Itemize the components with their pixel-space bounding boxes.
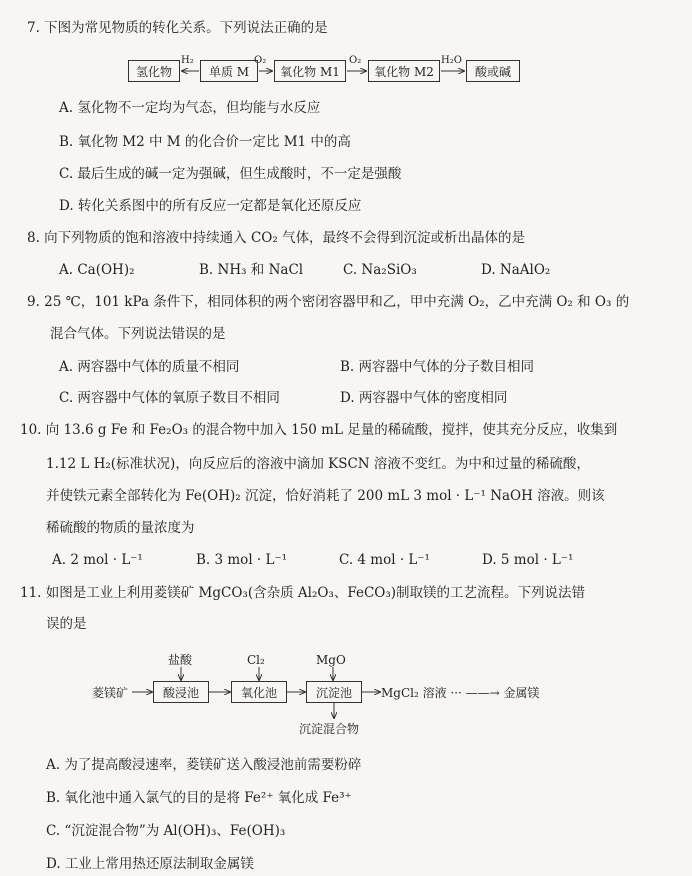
q11-stem-line1: 11. 如图是工业上利用菱镁矿 MgCO₃(含杂质 Al₂O₃、FeCO₃)制取镁的工艺流程。下列说法错	[20, 585, 586, 601]
q11-option-a: A. 为了提高酸浸速率，菱镁矿送入酸浸池前需要粉碎	[46, 757, 362, 773]
q7-arrow-label-o2-1: O₂	[254, 55, 267, 66]
q7-option-c: C. 最后生成的碱一定为强碱，但生成酸时，不一定是强酸	[59, 166, 402, 182]
q9-option-b: B. 两容器中气体的分子数目相同	[340, 359, 535, 375]
q7-box-oxide-m2: 氧化物 M2	[368, 60, 440, 82]
q11-box-precipitation: 沉淀池	[306, 681, 362, 703]
q7-arrow-label-h2: H₂	[181, 55, 194, 66]
q11-option-c: C. “沉淀混合物”为 Al(OH)₃、Fe(OH)₃	[46, 823, 286, 839]
q10-stem-line3: 并使铁元素全部转化为 Fe(OH)₂ 沉淀，恰好消耗了 200 mL 3 mol · L⁻¹ NaOH 溶液。则该	[46, 488, 605, 504]
q10-option-d: D. 5 mol · L⁻¹	[482, 552, 574, 568]
q10-option-c: C. 4 mol · L⁻¹	[339, 552, 430, 568]
q7-option-a: A. 氢化物不一定均为气态，但均能与水反应	[59, 100, 321, 116]
q8-option-c: C. Na₂SiO₃	[343, 262, 417, 278]
q10-option-a: A. 2 mol · L⁻¹	[52, 552, 143, 568]
q10-stem-line2: 1.12 L H₂(标准状况)，向反应后的溶液中滴加 KSCN 溶液不变红。为中和过量的稀硫酸，	[46, 456, 590, 472]
q7-arrow-label-h2o: H₂O	[441, 55, 462, 66]
q7-box-hydride: 氢化物	[128, 60, 180, 82]
q7-option-b: B. 氧化物 M2 中 M 的化合价一定比 M1 中的高	[59, 134, 351, 150]
q7-arrow-label-o2-2: O₂	[349, 55, 362, 66]
q11-input-hcl: 盐酸	[168, 653, 193, 667]
q11-box-acid-leach: 酸浸池	[153, 681, 209, 703]
q9-stem-line1: 9. 25 ℃，101 kPa 条件下，相同体积的两个密闭容器甲和乙，甲中充满 O₂，乙中充满 O₂ 和 O₃ 的	[27, 294, 630, 310]
q7-box-element-m: 单质 M	[200, 60, 258, 82]
q7-stem: 7. 下图为常见物质的转化关系。下列说法正确的是	[27, 20, 328, 36]
q10-option-b: B. 3 mol · L⁻¹	[196, 552, 288, 568]
q8-stem: 8. 向下列物质的饱和溶液中持续通入 CO₂ 气体，最终不会得到沉淀或析出晶体的是	[27, 230, 526, 246]
q11-option-b: B. 氧化池中通入氯气的目的是将 Fe²⁺ 氧化成 Fe³⁺	[46, 790, 352, 806]
q7-box-acid-or-base: 酸或碱	[466, 60, 520, 82]
q11-box-oxidation: 氧化池	[231, 681, 287, 703]
q11-stem-line2: 误的是	[46, 616, 87, 632]
q8-option-a: A. Ca(OH)₂	[59, 262, 135, 278]
q8-option-d: D. NaAlO₂	[481, 262, 551, 278]
q11-after-chain: MgCl₂ 溶液 ··· ——→ 金属镁	[381, 686, 540, 700]
q10-stem-line4: 稀硫酸的物质的量浓度为	[46, 520, 195, 536]
q11-option-d: D. 工业上常用热还原法制取金属镁	[46, 856, 254, 872]
q9-option-c: C. 两容器中气体的氧原子数目不相同	[59, 390, 280, 406]
q7-box-oxide-m1: 氧化物 M1	[274, 60, 346, 82]
q9-option-a: A. 两容器中气体的质量不相同	[59, 359, 240, 375]
q11-byproduct: 沉淀混合物	[299, 722, 360, 736]
q10-stem-line1: 10. 向 13.6 g Fe 和 Fe₂O₃ 的混合物中加入 150 mL 足量的稀硫酸，搅拌，使其充分反应，收集到	[20, 422, 618, 438]
q8-option-b: B. NH₃ 和 NaCl	[199, 262, 304, 278]
q11-input-cl2: Cl₂	[247, 653, 265, 667]
q9-stem-line2: 混合气体。下列说法错误的是	[50, 326, 226, 342]
q11-input-mgo: MgO	[316, 653, 346, 667]
q9-option-d: D. 两容器中气体的密度相同	[340, 390, 508, 406]
q7-option-d: D. 转化关系图中的所有反应一定都是氧化还原反应	[59, 198, 362, 214]
q11-start-magnesite: 菱镁矿	[92, 686, 129, 700]
